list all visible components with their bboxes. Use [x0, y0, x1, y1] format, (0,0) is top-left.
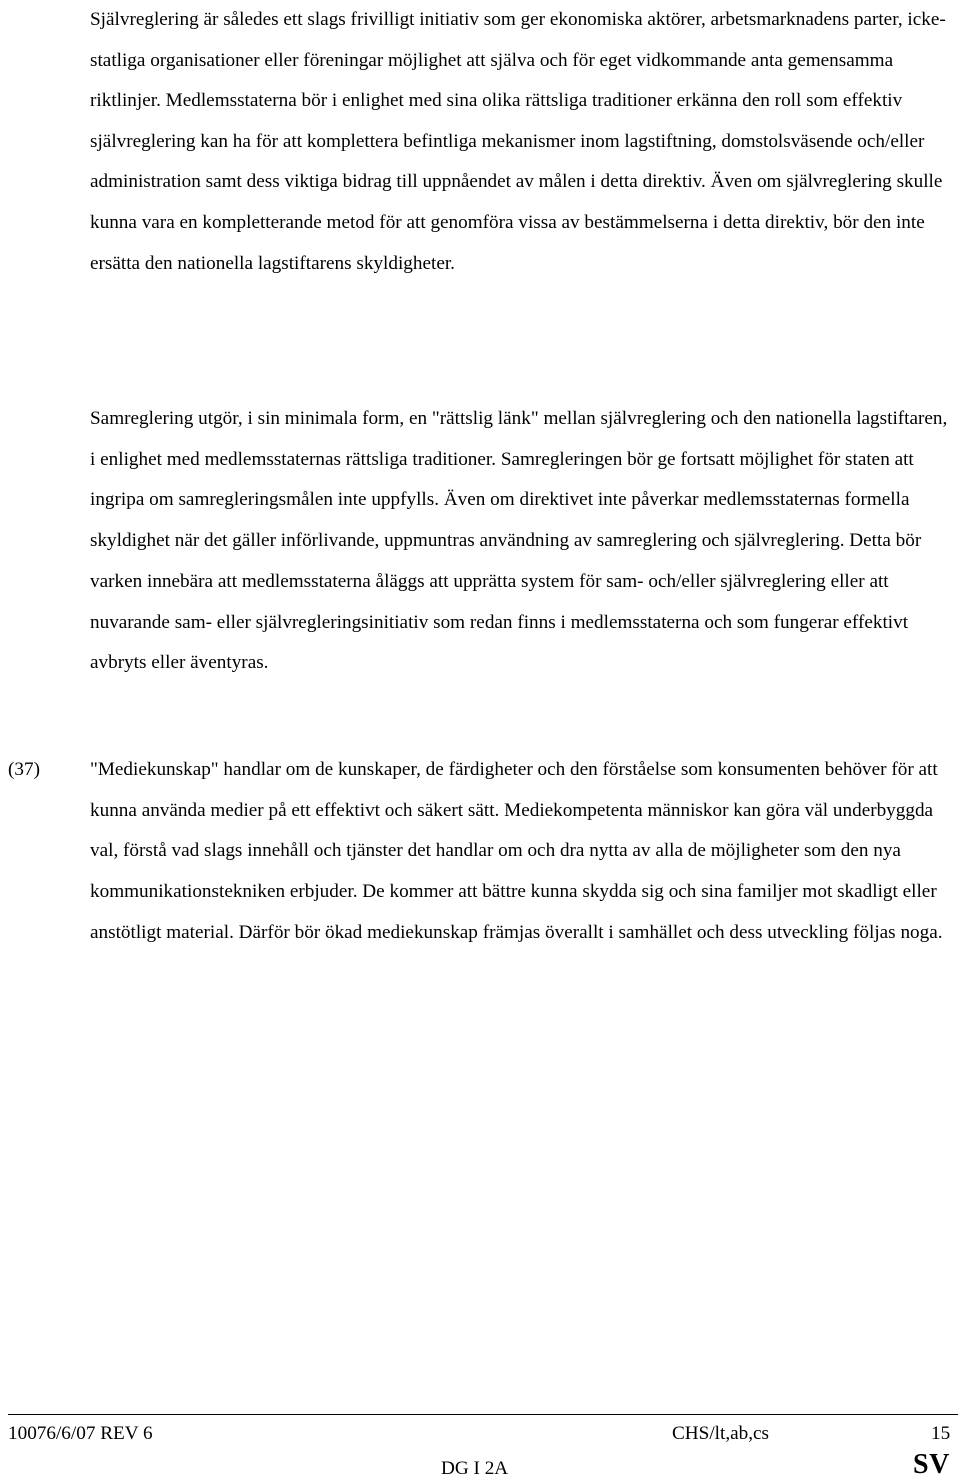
paragraph-media-literacy: "Mediekunskap" handlar om de kunskaper, de färdigheter och den förståelse som konsumenten behöver för att kunna använda medier på ett effektivt och säkert sätt. Mediekompetenta människor kan göra väl underbyggda val, förstå vad slags innehåll och tjänster det handlar om och dra nytta av alla de möjligheter som den nya kommunikationstekniken erbjuder. De kommer att bättre kunna skydda sig och sina familjer mot skadligt eller anstötligt material. Därför bör ökad mediekunskap främjas överallt i samhället och dess utveckling följas noga. — [90, 759, 943, 943]
paragraph-self-regulation: Självreglering är således ett slags frivilligt initiativ som ger ekonomiska aktörer, arbetsmarknadens parter, icke-statliga organisationer eller föreningar möjlighet att själva och för eget vidkommande anta gemensamma riktlinjer. Medlemsstaterna bör i enlighet med sina olika rättsliga traditioner erkänna den roll som effektiv självreglering kan ha för att komplettera befintliga mekanismer inom lagstiftning, domstolsväsende och/eller administration samt dess viktiga bidrag till uppnåendet av målen i detta direktiv. Även om självreglering skulle kunna vara en kompletterande metod för att genomföra vissa av bestämmelserna i detta direktiv, bör den inte ersätta den nationella lagstiftarens skyldigheter. — [90, 9, 946, 274]
footer-language-code: SV — [913, 1449, 950, 1480]
footer-initials: CHS/lt,ab,cs — [672, 1423, 770, 1444]
recital-number: (37) — [8, 759, 40, 780]
footer-directorate: DG I 2A — [441, 1458, 509, 1479]
paragraph-co-regulation: Samreglering utgör, i sin minimala form, en "rättslig länk" mellan självreglering och den nationella lagstiftaren, i enlighet med medlemsstaternas rättsliga traditioner. Samregleringen bör ge fortsatt möjlighet för staten att ingripa om samregleringsmålen inte uppfylls. Även om direktivet inte påverkar medlemsstaternas formella skyldighet när det gäller införlivande, uppmuntras användning av samreglering och självreglering. Detta bör varken innebära att medlemsstaterna åläggs att upprätta system för sam- och/eller självreglering eller att nuvarande sam- eller självregleringsinitiativ som redan finns i medlemsstaterna och som fungerar effektivt avbryts eller äventyras. — [90, 408, 948, 674]
footer-divider — [8, 1414, 958, 1415]
footer-document-reference: 10076/6/07 REV 6 — [8, 1423, 153, 1444]
footer-page-number: 15 — [931, 1423, 951, 1444]
